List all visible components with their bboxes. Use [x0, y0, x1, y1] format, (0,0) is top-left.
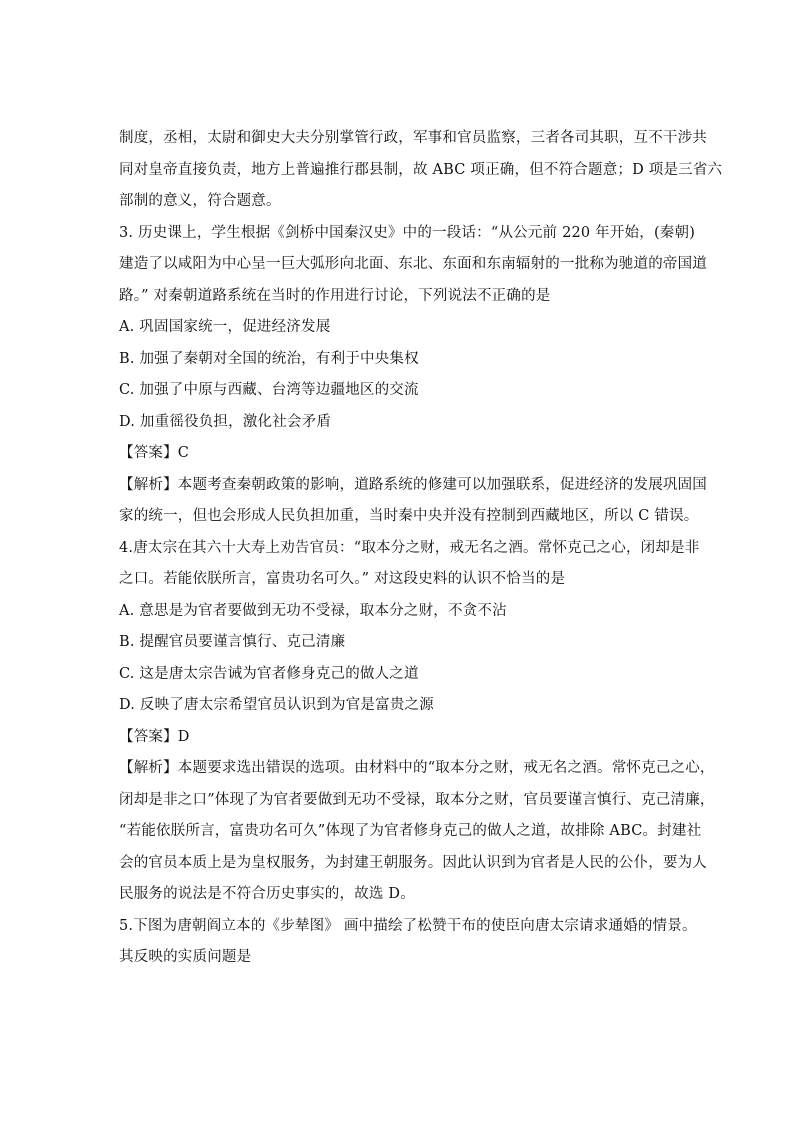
question-3-answer: 【答案】C — [119, 445, 190, 461]
question-4-stem: 之口。若能依朕所言，富贵功名可久。” 对这段史料的认识不恰当的是 — [119, 571, 566, 587]
question-3-analysis: 【解析】本题考查秦朝政策的影响，道路系统的修建可以加强联系，促进经济的发展巩固国 — [119, 476, 707, 493]
question-3-option-c: C. 加强了中原与西藏、台湾等边疆地区的交流 — [119, 382, 419, 398]
question-4-answer: 【答案】D — [119, 728, 190, 745]
question-4-option-a: A. 意思是为官者要做到无功不受禄，取本分之财，不贪不沾 — [119, 602, 507, 619]
question-4-analysis: 【解析】本题要求选出错误的选项。由材料中的“取本分之财，戒无名之酒。常怀克己之心， — [119, 760, 715, 776]
question-4-option-d: D. 反映了唐太宗希望官员认识到为官是富贵之源 — [119, 697, 434, 713]
question-4-stem: 4.唐太宗在其六十大寿上劝告官员：“取本分之财，戒无名之酒。常怀克己之心，闭却是非 — [119, 539, 700, 556]
question-3-stem: 3. 历史课上，学生根据《剑桥中国秦汉史》中的一段话：“从公元前 220 年开始，(秦朝) — [119, 224, 696, 241]
text-line: 部制的意义，符合题意。 — [119, 193, 281, 209]
question-4-analysis: 民服务的说法是不符合历史事实的，故选 D。 — [119, 886, 415, 902]
question-3-stem: 路。” 对秦朝道路系统在当时的作用进行讨论，下列说法不正确的是 — [119, 287, 551, 304]
question-4-option-b: B. 提醒官员要谨言慎行、克己清廉 — [119, 634, 346, 650]
text-line: 制度，丞相，太尉和御史大夫分别掌管行政，军事和官员监察，三者各司其职，互不干涉共 — [119, 130, 707, 146]
question-4-analysis: “若能依朕所言，富贵功名可久”体现了为官者修身克己的做人之道，故排除 ABC。封建社 — [119, 823, 702, 839]
question-3-analysis: 家的统一，但也会形成人民负担加重，当时秦中央并没有控制到西藏地区，所以 C 错误。 — [119, 508, 699, 524]
question-4-analysis: 闭却是非之口”体现了为官者要做到无功不受禄，取本分之财，官员要谨言慎行、克己清廉， — [119, 791, 715, 808]
question-3-option-d: D. 加重徭役负担，激化社会矛盾 — [119, 413, 332, 430]
document-body — [119, 123, 723, 974]
question-5-stem: 其反映的实质问题是 — [119, 949, 252, 965]
question-4-option-c: C. 这是唐太宗告诫为官者修身克己的做人之道 — [119, 665, 419, 682]
text-line: 同对皇帝直接负责，地方上普遍推行郡县制，故 ABC 项正确，但不符合题意；D 项是三省六 — [119, 161, 723, 178]
question-3-option-a: A. 巩固国家统一，促进经济发展 — [119, 319, 331, 335]
question-5-stem: 5.下图为唐朝阎立本的《步辇图》 画中描绘了松赞干布的使臣向唐太宗请求通婚的情景。 — [119, 917, 697, 934]
question-4-analysis: 会的官员本质上是为皇权服务，为封建王朝服务。因此认识到为官者是人民的公仆，要为人 — [119, 854, 707, 871]
question-3-stem: 建造了以咸阳为中心呈一巨大弧形向北面、东北、东面和东南辐射的一批称为驰道的帝国道 — [119, 256, 707, 272]
question-3-option-b: B. 加强了秦朝对全国的统治，有利于中央集权 — [119, 350, 419, 367]
